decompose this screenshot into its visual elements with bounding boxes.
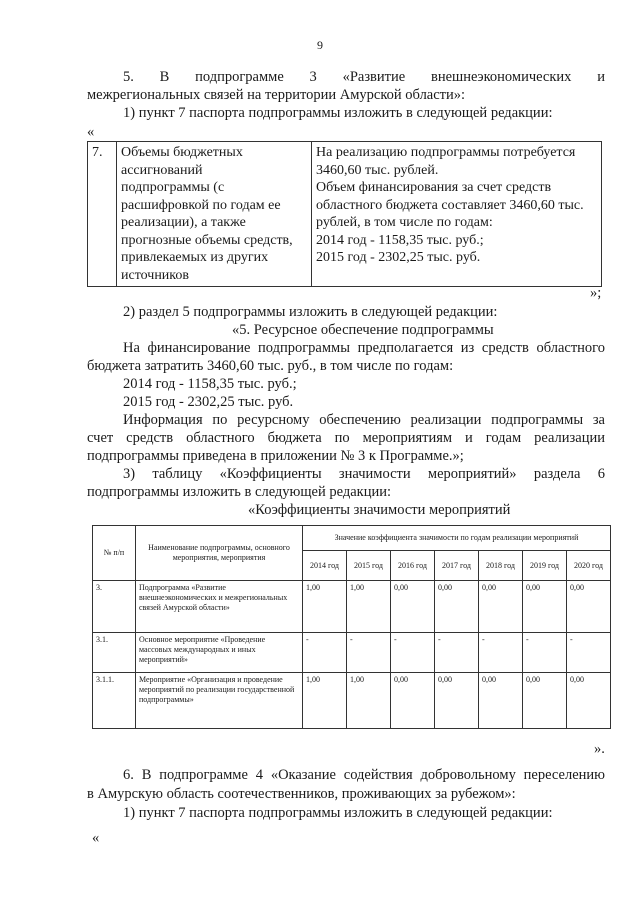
row-num: 3.1. bbox=[93, 633, 136, 673]
year-cell: 2020 год bbox=[567, 551, 611, 581]
passport-item-number: 7. bbox=[88, 142, 117, 287]
section5-p2-line1: Информация по ресурсному обеспечению реализации подпрограммы за bbox=[123, 412, 605, 428]
para5-line2: межрегиональных связей на территории Амурской области»: bbox=[87, 87, 466, 103]
row-num: 3. bbox=[93, 581, 136, 633]
page-number: 9 bbox=[317, 38, 323, 52]
coefficients-table bbox=[92, 525, 611, 729]
value-cell: 0,00 bbox=[523, 673, 567, 729]
row-name: Основное мероприятие «Проведение массовых международных и иных мероприятий» bbox=[136, 633, 303, 673]
section5-p2-line2: счет средств областного бюджета по мероприятиям и годам реализации bbox=[87, 430, 605, 446]
value-cell: - bbox=[347, 633, 391, 673]
para6-line1: 6. В подпрограмме 4 «Оказание содействия добровольному переселению bbox=[123, 767, 605, 783]
section5-intro: 2) раздел 5 подпрограммы изложить в следующей редакции: bbox=[123, 304, 498, 320]
value-cell: 0,00 bbox=[391, 581, 435, 633]
value-cell: 0,00 bbox=[479, 581, 523, 633]
year-cell: 2019 год bbox=[523, 551, 567, 581]
value-cell: - bbox=[391, 633, 435, 673]
para5-line3: 1) пункт 7 паспорта подпрограммы изложить в следующей редакции: bbox=[123, 105, 553, 121]
value-cell: - bbox=[479, 633, 523, 673]
value-cell: 0,00 bbox=[567, 673, 611, 729]
value-cell: - bbox=[523, 633, 567, 673]
section5-p2-line3: подпрограммы приведена в приложении № 3 к Программе.»; bbox=[87, 448, 464, 464]
section5-p3-line2: подпрограммы изложить в следующей редакции: bbox=[87, 484, 392, 500]
section5-p1-line1: На финансирование подпрограммы предполагается из средств областного bbox=[123, 340, 605, 356]
value-cell: - bbox=[567, 633, 611, 673]
section5-year-2014: 2014 год - 1158,35 тыс. руб.; bbox=[123, 376, 297, 392]
value-cell: - bbox=[303, 633, 347, 673]
year-cell: 2017 год bbox=[435, 551, 479, 581]
year-cell: 2018 год bbox=[479, 551, 523, 581]
header-name: Наименование подпрограммы, основного мероприятия, мероприятия bbox=[136, 526, 303, 581]
year-cell: 2015 год bbox=[347, 551, 391, 581]
passport-value-cell: На реализацию подпрограммы потребуется 3460,60 тыс. рублей. Объем финансирования за счет средств областного бюджета составляет 3460,60 тыс. рублей, в том числе по годам: 2014 год - 1158,35 тыс. руб.; 2015 год - 2302,25 тыс. руб. bbox=[312, 142, 602, 287]
section5-title: «5. Ресурсное обеспечение подпрограммы bbox=[232, 322, 494, 338]
row-name: Мероприятие «Организация и проведение мероприятий по реализации государственной подпрограммы» bbox=[136, 673, 303, 729]
row-num: 3.1.1. bbox=[93, 673, 136, 729]
table-row bbox=[93, 581, 611, 633]
table-row bbox=[93, 673, 611, 729]
para6-line3: 1) пункт 7 паспорта подпрограммы изложить в следующей редакции: bbox=[123, 805, 553, 821]
section5-p1-line2: бюджета затратить 3460,60 тыс. руб., в том числе по годам: bbox=[87, 358, 454, 374]
value-cell: 1,00 bbox=[347, 581, 391, 633]
value-cell: 1,00 bbox=[347, 673, 391, 729]
section5-p3-line1: 3) таблицу «Коэффициенты значимости мероприятий» раздела 6 bbox=[123, 466, 605, 482]
value-cell: 0,00 bbox=[435, 673, 479, 729]
row-name: Подпрограмма «Развитие внешнеэкономических и межрегиональных связей Амурской области» bbox=[136, 581, 303, 633]
coef-table-title: «Коэффициенты значимости мероприятий bbox=[248, 502, 511, 518]
open-quote: « bbox=[92, 830, 100, 846]
value-cell: 0,00 bbox=[567, 581, 611, 633]
year-cell: 2014 год bbox=[303, 551, 347, 581]
passport-table bbox=[87, 141, 602, 287]
header-num: № п/п bbox=[93, 526, 136, 581]
value-cell: 0,00 bbox=[523, 581, 567, 633]
value-cell: - bbox=[435, 633, 479, 673]
year-cell: 2016 год bbox=[391, 551, 435, 581]
value-cell: 0,00 bbox=[435, 581, 479, 633]
close-quote: »; bbox=[590, 285, 602, 301]
section5-year-2015: 2015 год - 2302,25 тыс. руб. bbox=[123, 394, 294, 410]
table-row bbox=[93, 633, 611, 673]
para6-line2: в Амурскую область соотечественников, проживающих за рубежом»: bbox=[87, 786, 516, 802]
value-cell: 0,00 bbox=[391, 673, 435, 729]
value-cell: 1,00 bbox=[303, 673, 347, 729]
value-cell: 0,00 bbox=[479, 673, 523, 729]
open-quote: « bbox=[87, 124, 95, 140]
passport-label-cell: Объемы бюджетных ассигнований подпрограммы (с расшифровкой по годам ее реализации), а также прогнозные объемы средств, привлекаемых из других источников bbox=[117, 142, 312, 287]
header-value: Значение коэффициента значимости по годам реализации мероприятий bbox=[303, 526, 611, 551]
close-quote: ». bbox=[594, 741, 605, 757]
para5-line1: 5. В подпрограмме 3 «Развитие внешнеэкономических и bbox=[123, 69, 605, 85]
value-cell: 1,00 bbox=[303, 581, 347, 633]
